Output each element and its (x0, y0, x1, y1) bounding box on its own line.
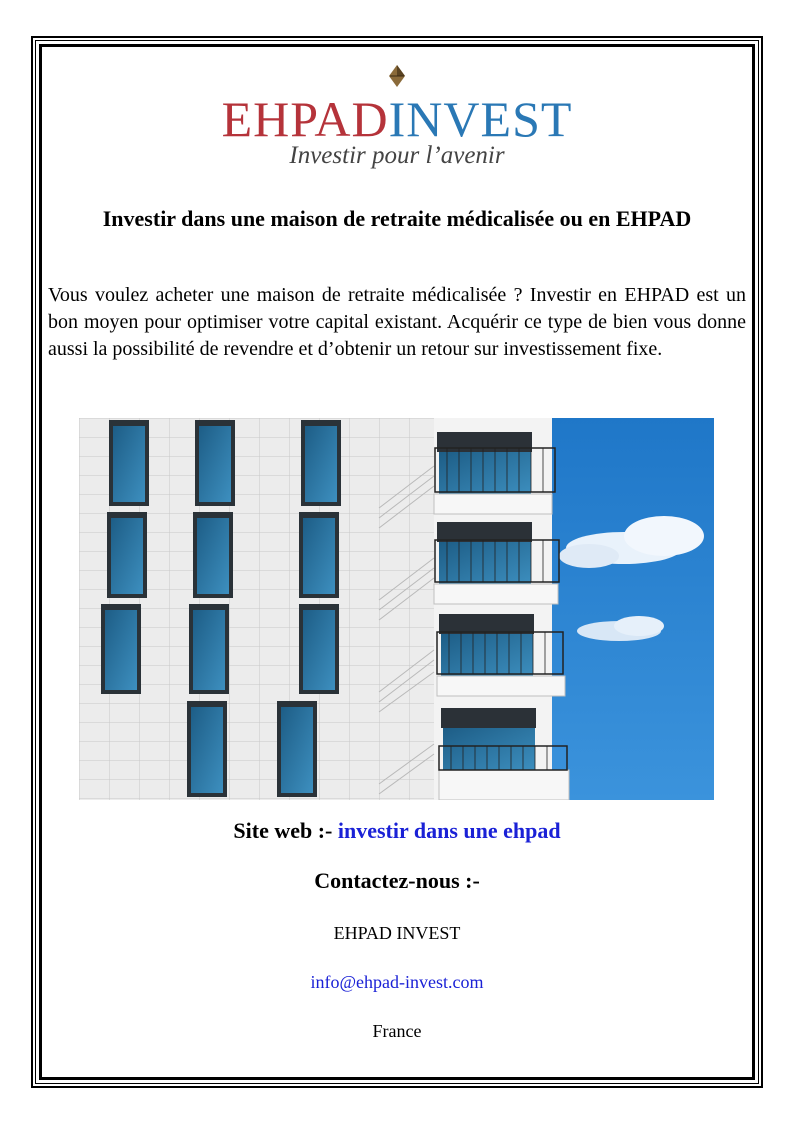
contact-country: France (372, 1021, 422, 1041)
website-label: Site web :- (233, 818, 338, 843)
diamond-icon (387, 64, 407, 90)
logo-wordmark (0, 91, 794, 147)
logo-word-ehpad: EHPAD (221, 91, 389, 147)
contact-heading: Contactez-nous :- (314, 868, 480, 893)
logo-tagline: Investir pour l’avenir (289, 142, 505, 169)
logo-word-invest: INVEST (388, 91, 573, 147)
website-link[interactable]: investir dans une ehpad (337, 818, 561, 843)
website-line (0, 818, 794, 844)
brand-logo (0, 64, 794, 170)
contact-email-link[interactable]: info@ehpad-invest.com (310, 972, 484, 992)
article-title: Investir dans une maison de retraite médicalisée ou en EHPAD (102, 206, 692, 231)
contact-company: EHPAD INVEST (333, 923, 461, 943)
article-intro: Vous voulez acheter une maison de retraite médicalisée ? Investir en EHPAD est un bon moyen pour optimiser votre capital existant. Acquérir ce type de bien vous donne aussi la possibilité de revendre et d’obtenir un retour sur investissement fixe. (48, 284, 746, 360)
building-photo (79, 418, 714, 800)
